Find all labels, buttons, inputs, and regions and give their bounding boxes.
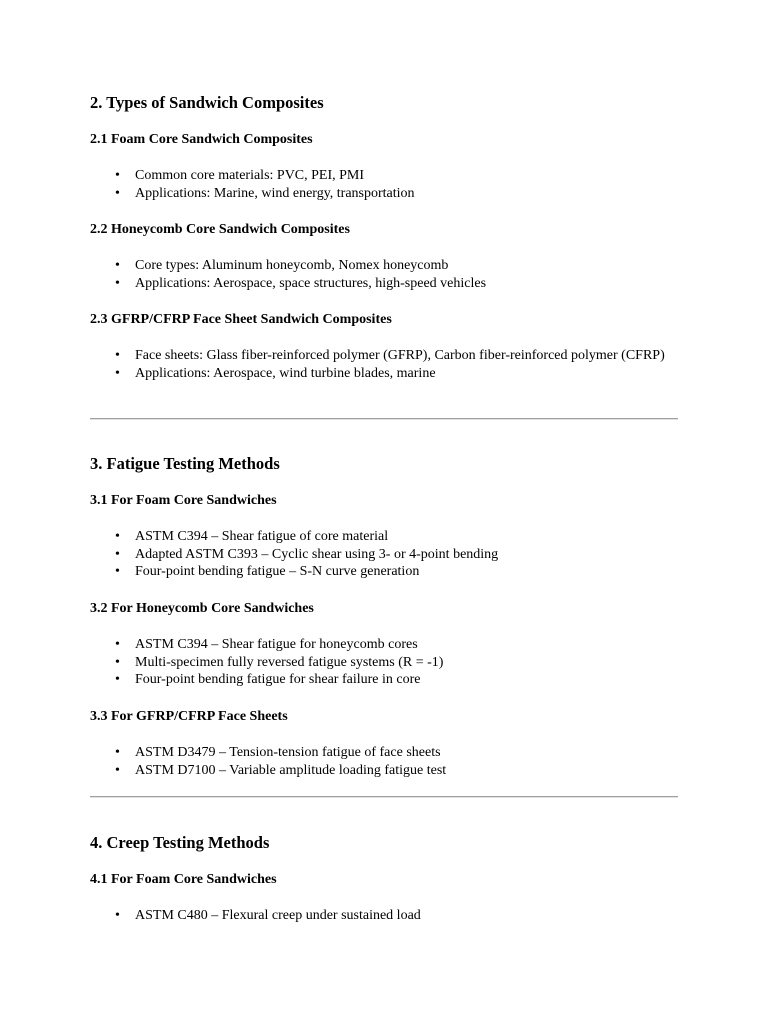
bullet-list	[90, 636, 678, 689]
bullet-icon: •	[115, 185, 120, 201]
list-item: • Adapted ASTM C393 – Cyclic shear using 3- or 4-point bending	[115, 546, 499, 562]
list-item: • Core types: Aluminum honeycomb, Nomex honeycomb	[115, 258, 449, 273]
bullet-icon: •	[115, 275, 120, 291]
horizontal-divider	[90, 418, 678, 420]
bullet-list	[90, 347, 678, 382]
subsection-heading: 3.1 For Foam Core Sandwiches	[90, 493, 277, 508]
bullet-icon: •	[115, 258, 120, 273]
bullet-icon: •	[115, 672, 120, 688]
section-heading: 2. Types of Sandwich Composites	[90, 93, 324, 112]
list-item: • ASTM C394 – Shear fatigue of core material	[115, 529, 389, 544]
subsection-heading: 2.2 Honeycomb Core Sandwich Composites	[90, 222, 350, 237]
subsection-heading: 4.1 For Foam Core Sandwiches	[90, 872, 277, 887]
bullet-icon: •	[115, 529, 120, 544]
bullet-icon: •	[115, 637, 120, 652]
list-item: • ASTM C394 – Shear fatigue for honeycomb cores	[115, 637, 418, 652]
bullet-icon: •	[115, 654, 120, 670]
bullet-list	[90, 907, 678, 925]
list-item: • Common core materials: PVC, PEI, PMI	[115, 168, 365, 183]
list-item: • Four-point bending fatigue for shear failure in core	[115, 672, 421, 688]
bullet-icon: •	[115, 745, 120, 760]
section-heading: 4. Creep Testing Methods	[90, 833, 270, 852]
subsection-heading: 2.3 GFRP/CFRP Face Sheet Sandwich Composites	[90, 312, 392, 327]
bullet-list	[90, 528, 678, 581]
bullet-icon: •	[115, 546, 120, 562]
list-item: • Multi-specimen fully reversed fatigue systems (R = -1)	[115, 654, 444, 670]
subsection-heading: 3.3 For GFRP/CFRP Face Sheets	[90, 709, 288, 724]
list-item: • Applications: Aerospace, space structures, high-speed vehicles	[115, 275, 487, 291]
section-heading: 3. Fatigue Testing Methods	[90, 454, 280, 473]
bullet-icon: •	[115, 348, 120, 363]
bullet-icon: •	[115, 365, 120, 381]
bullet-icon: •	[115, 168, 120, 183]
bullet-icon: •	[115, 762, 120, 778]
list-item: • ASTM D7100 – Variable amplitude loading fatigue test	[115, 762, 447, 778]
list-item: • Applications: Marine, wind energy, transportation	[115, 185, 415, 201]
horizontal-divider	[90, 796, 678, 798]
list-item: • ASTM C480 – Flexural creep under sustained load	[115, 908, 421, 923]
list-item: • Four-point bending fatigue – S-N curve generation	[115, 564, 420, 580]
bullet-icon: •	[115, 564, 120, 580]
bullet-icon: •	[115, 908, 120, 923]
list-item: • Face sheets: Glass fiber-reinforced polymer (GFRP), Carbon fiber-reinforced polymer (CFRP)	[115, 348, 665, 363]
bullet-list	[90, 744, 678, 779]
bullet-list	[90, 167, 678, 202]
list-item: • Applications: Aerospace, wind turbine blades, marine	[115, 365, 436, 381]
list-item: • ASTM D3479 – Tension-tension fatigue of face sheets	[115, 745, 441, 760]
subsection-heading: 2.1 Foam Core Sandwich Composites	[90, 132, 313, 147]
bullet-list	[90, 257, 678, 292]
subsection-heading: 3.2 For Honeycomb Core Sandwiches	[90, 601, 314, 616]
